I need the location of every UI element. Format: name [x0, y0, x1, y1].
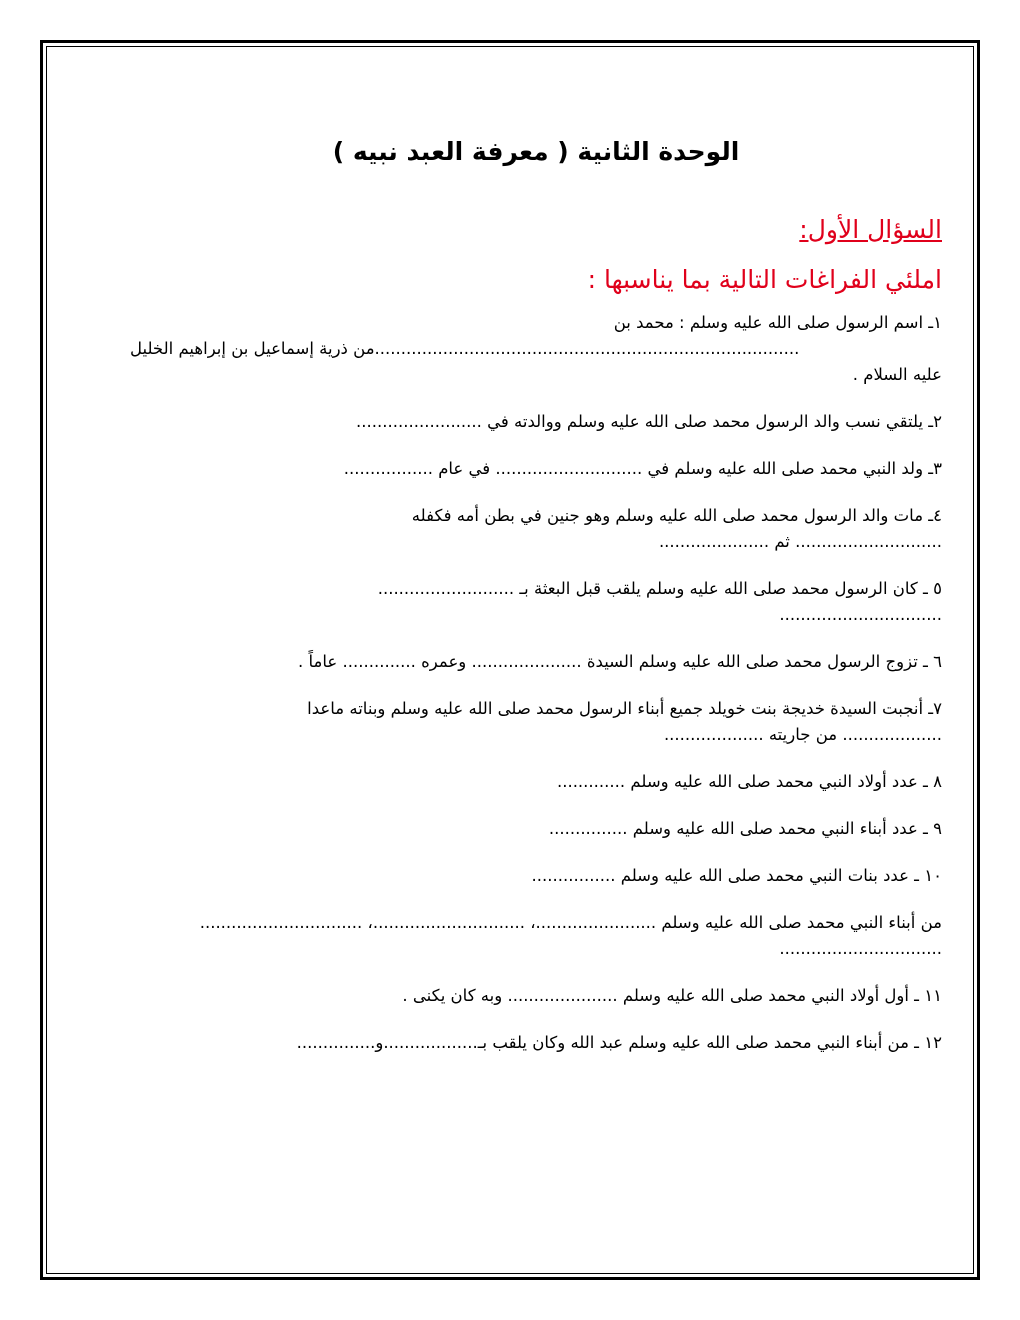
item-line: ١٠ ـ عدد بنات النبي محمد صلى الله عليه وسلم ................: [531, 866, 942, 885]
item-line: ...............................: [779, 939, 942, 958]
item-line: ٤ـ مات والد الرسول محمد صلى الله عليه وسلم وهو جنين في بطن أمه فكفله: [411, 506, 942, 525]
question-item-12: [130, 1030, 942, 1056]
item-line: ...............................: [779, 605, 942, 624]
item-line: ٥ ـ كان الرسول محمد صلى الله عليه وسلم يلقب قبل البعثة بـ ..........................: [377, 579, 942, 598]
question-item-4: [130, 503, 942, 555]
item-line: ٣ـ ولد النبي محمد صلى الله عليه وسلم في ............................ في عام .................: [343, 459, 942, 478]
question-item-3: [130, 456, 942, 482]
unit-title: الوحدة الثانية ( معرفة العبد نبيه ): [332, 137, 740, 166]
item-line: ............................ ثم .....................: [658, 532, 942, 551]
item-line: .................................................................................من ذرية إسماعيل بن إبراهيم الخليل: [130, 339, 800, 358]
item-line: عليه السلام .: [852, 365, 942, 384]
item-line: ٨ ـ عدد أولاد النبي محمد صلى الله عليه وسلم .............: [556, 772, 942, 791]
instruction: املئي الفراغات التالية بما يناسبها :: [587, 265, 942, 294]
worksheet-content: [130, 132, 942, 1077]
question-item-8: [130, 769, 942, 795]
question-item-sons: [130, 910, 942, 962]
item-line: ٢ـ يلتقي نسب والد الرسول محمد صلى الله عليه وسلم ووالدته في ........................: [356, 412, 942, 431]
question-item-11: [130, 983, 942, 1009]
question-item-7: [130, 696, 942, 748]
item-line: ١ـ اسم الرسول صلى الله عليه وسلم : محمد بن: [613, 313, 942, 332]
question-item-1: [130, 310, 942, 388]
item-line: ١١ ـ أول أولاد النبي محمد صلى الله عليه وسلم ..................... وبه كان يكنى .: [402, 986, 942, 1005]
item-line: ٩ ـ عدد أبناء النبي محمد صلى الله عليه وسلم ...............: [548, 819, 942, 838]
item-line: ................... من جاريته ...................: [663, 725, 942, 744]
question-item-9: [130, 816, 942, 842]
question-item-10: [130, 863, 942, 889]
question-item-6: [130, 649, 942, 675]
item-line: ٧ـ أنجبت السيدة خديجة بنت خويلد جميع أبناء الرسول محمد صلى الله عليه وسلم وبناته ماعدا: [307, 699, 942, 718]
question-heading: السؤال الأول:: [799, 215, 942, 244]
question-item-2: [130, 409, 942, 435]
item-line: من أبناء النبي محمد صلى الله عليه وسلم .......................، .............................، ...............................: [199, 913, 942, 932]
question-item-5: [130, 576, 942, 628]
item-line: ١٢ ـ من أبناء النبي محمد صلى الله عليه وسلم عبد الله وكان يلقب بـ..................و...............: [296, 1033, 942, 1052]
item-line: ٦ ـ تزوج الرسول محمد صلى الله عليه وسلم السيدة ..................... وعمره .............. عاماً .: [298, 652, 942, 671]
